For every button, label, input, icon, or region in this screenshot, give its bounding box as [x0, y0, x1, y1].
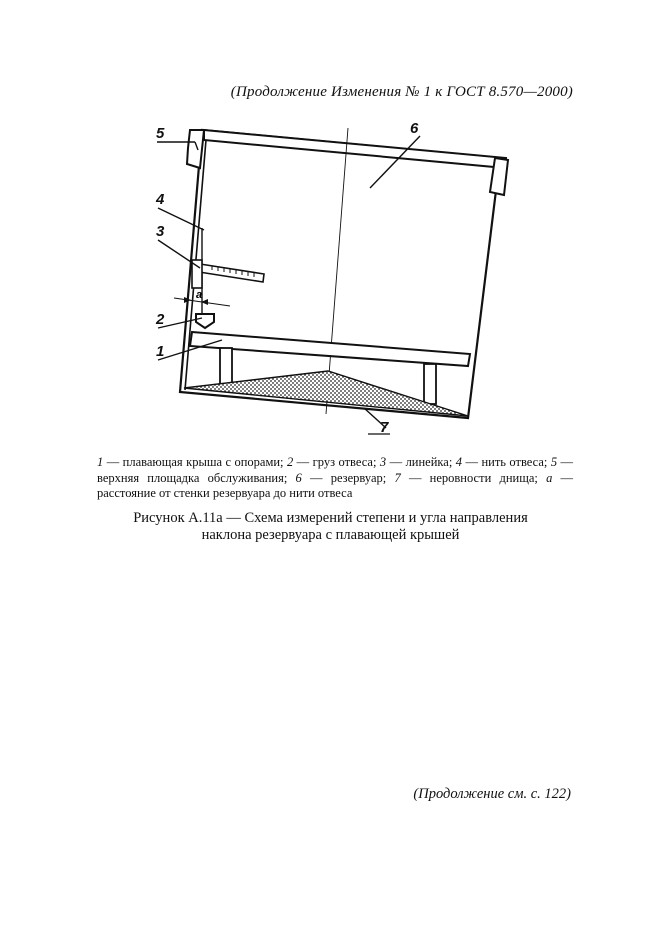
callout-3: 3	[156, 223, 165, 240]
legend-item-1: 1 — плавающая крыша с опорами;	[97, 455, 284, 469]
callout-1: 1	[156, 343, 165, 360]
plumb-weight	[196, 314, 214, 328]
callout-6: 6	[410, 120, 419, 137]
legend-item-2: 2 — груз отвеса;	[286, 455, 377, 469]
legend-item-4: 4 — нить отвеса;	[455, 455, 548, 469]
legend-item-6: 6 — резервуар;	[295, 470, 387, 485]
callout-4: 4	[156, 191, 165, 208]
ruler	[192, 260, 264, 288]
roof-support-right	[424, 364, 436, 404]
callout-2: 2	[156, 311, 165, 328]
figure-legend	[97, 455, 573, 502]
legend-item-a: a — расстояние от стенки резервуара до нити отвеса	[97, 470, 574, 500]
caption-line-2: наклона резервуара с плавающей крышей	[201, 527, 460, 543]
legend-item-7: 7 — неровности днища;	[394, 470, 538, 485]
legend-item-5: 5 — верхняя площадка обслуживания;	[97, 455, 574, 485]
service-platform-left	[187, 130, 204, 168]
callout-5: 5	[156, 125, 165, 142]
caption-line-1: Рисунок А.11а — Схема измерений степени и угла направления	[133, 510, 528, 526]
page-footer: (Продолжение см. с. 122)	[413, 786, 571, 802]
legend-item-3: 3 — линейка;	[379, 455, 453, 469]
page-header: (Продолжение Изменения № 1 к ГОСТ 8.570—2000)	[230, 84, 573, 100]
tank-diagram	[140, 118, 540, 438]
callout-7: 7	[380, 419, 389, 436]
dimension-a-label: a	[196, 289, 203, 301]
service-platform-top	[204, 130, 506, 168]
roof-support-left	[220, 348, 232, 384]
figure-caption	[60, 510, 601, 544]
